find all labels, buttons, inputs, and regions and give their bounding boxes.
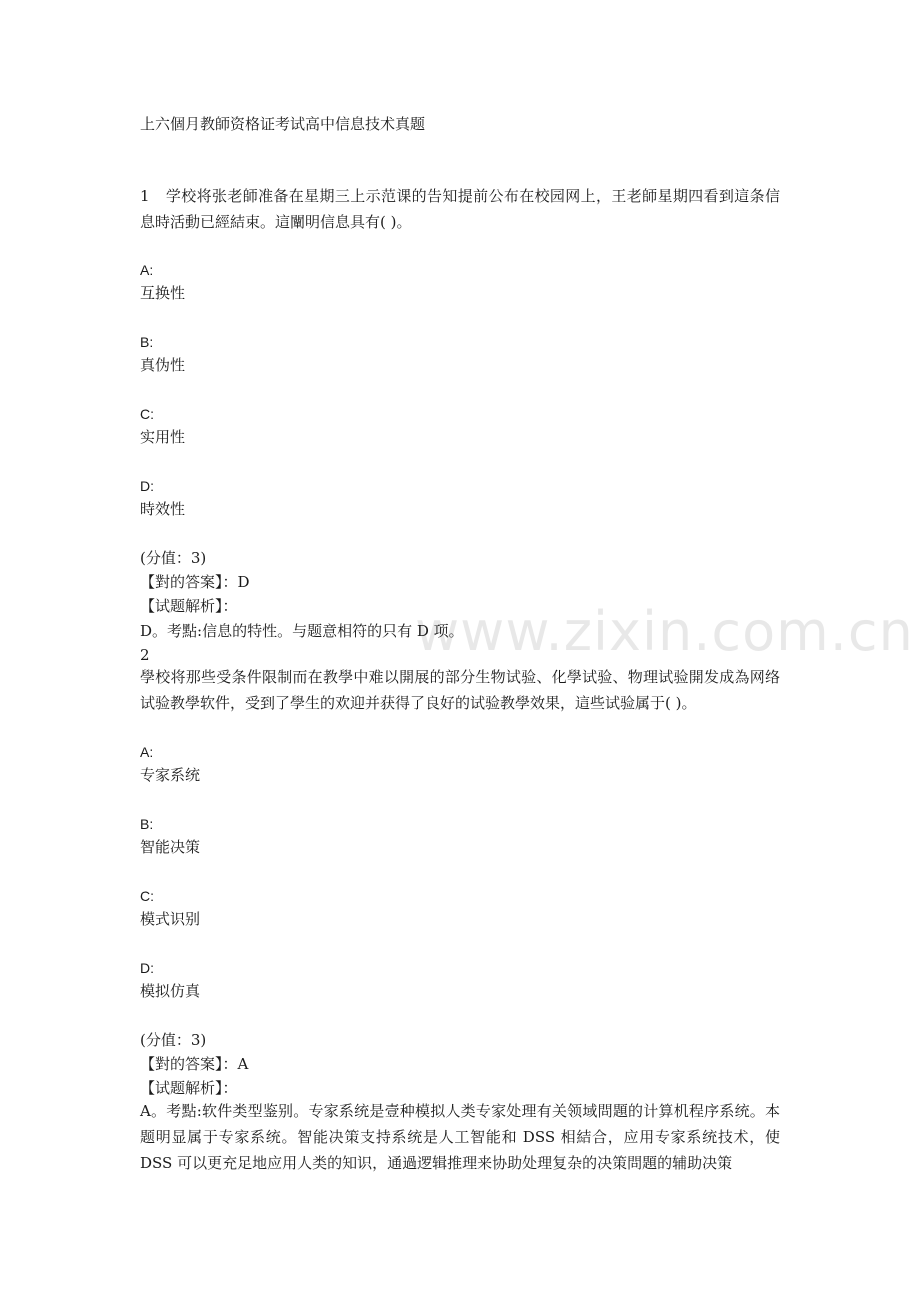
q1-option-a-letter: A: <box>140 262 154 278</box>
q2-option-b-letter: B: <box>140 816 154 832</box>
q2-option-a-text: 专家系统 <box>140 766 201 784</box>
question-2-number: 2 <box>140 646 150 664</box>
q2-answer: 【對的答案】：A <box>140 1055 249 1073</box>
q2-score: (分值：3) <box>140 1031 207 1049</box>
q1-analysis-label: 【试题解析】： <box>140 597 238 615</box>
question-2-stem: 學校将那些受条件限制而在教學中难以開展的部分生物试验、化學试验、物理试验開发成為网络试验教學软件，受到了學生的欢迎并获得了良好的试验教學效果，這些试验属于( )。 <box>140 668 780 712</box>
question-1-stem <box>140 183 780 235</box>
document-title: 上六個月教師资格证考试高中信息技术真题 <box>140 115 426 133</box>
q1-option-d-letter: D: <box>140 478 154 494</box>
q2-option-c-letter: C: <box>140 888 154 904</box>
q1-option-b-text: 真伪性 <box>140 356 186 374</box>
q1-analysis: D。考點:信息的特性。与题意相符的只有 D 项。 <box>140 622 464 640</box>
q1-option-b-letter: B: <box>140 334 154 350</box>
q1-option-d-text: 時效性 <box>140 500 186 518</box>
question-1-number: 1 <box>140 187 150 205</box>
q1-score: (分值：3) <box>140 549 207 567</box>
q2-option-d-letter: D: <box>140 960 154 976</box>
q1-option-c-letter: C: <box>140 406 154 422</box>
q1-option-c-text: 实用性 <box>140 428 186 446</box>
q2-option-c-text: 模式识别 <box>140 910 201 928</box>
watermark: www.zixin.com.cn <box>415 600 914 663</box>
q2-option-d-text: 模拟仿真 <box>140 982 201 1000</box>
question-1-text: 学校将张老師准备在星期三上示范课的告知提前公布在校园网上，王老師星期四看到這条信息時活動已經結束。這闡明信息具有( )。 <box>140 187 780 231</box>
q1-answer: 【對的答案】：D <box>140 573 250 591</box>
q1-option-a-text: 互换性 <box>140 284 186 302</box>
q2-option-a-letter: A: <box>140 744 154 760</box>
q2-analysis-label: 【试题解析】： <box>140 1079 238 1097</box>
q2-option-b-text: 智能决策 <box>140 838 201 856</box>
q2-analysis: A。考點:软件类型鉴别。专家系统是壹种模拟人类专家处理有关领域問題的计算机程序系统。本题明显属于专家系统。智能决策支持系统是人工智能和 DSS 相結合，应用专家系统技术，使 DSS 可以更充足地应用人类的知识，通過逻辑推理来协助处理复杂的决策問題的辅助决策 <box>140 1102 780 1172</box>
